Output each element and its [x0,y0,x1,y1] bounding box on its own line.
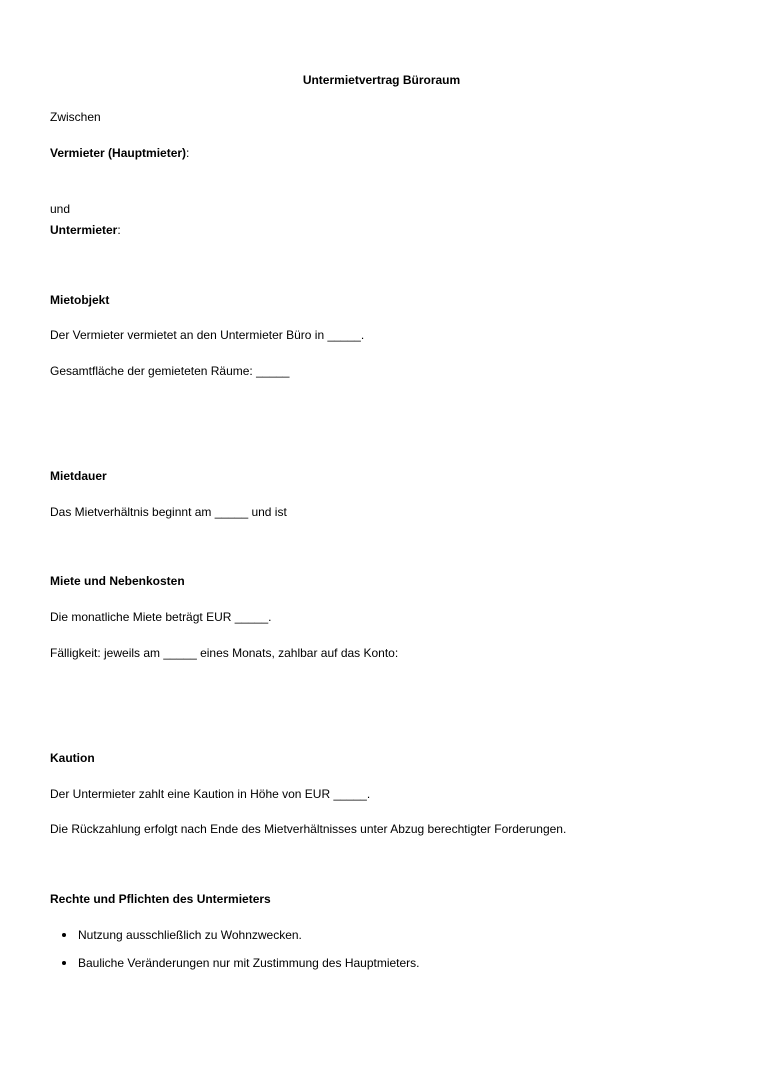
kaution-line-2: Die Rückzahlung erfolgt nach Ende des Mietverhältnisses unter Abzug berechtigter Forderungen. [50,822,567,836]
section-heading-mietdauer: Mietdauer [50,469,107,483]
bullet-icon [62,933,66,937]
section-heading-miete: Miete und Nebenkosten [50,574,185,588]
subtenant-label: Untermieter [50,223,118,237]
list-item [62,928,420,942]
miete-line-2: Fälligkeit: jeweils am _____ eines Monats, zahlbar auf das Konto: [50,646,399,660]
mietobjekt-line-1: Der Vermieter vermietet an den Untermieter Büro in _____. [50,328,365,342]
subtenant-colon: : [117,223,121,237]
section-heading-kaution: Kaution [50,751,95,765]
bullet-icon [62,961,66,965]
rechte-list [62,928,420,984]
kaution-line-1: Der Untermieter zahlt eine Kaution in Höhe von EUR _____. [50,787,371,801]
intro-text: Zwischen [50,110,101,124]
landlord-label: Vermieter (Hauptmieter) [50,146,187,160]
list-item [62,956,420,970]
subtenant-line [50,223,121,237]
document-title: Untermietvertrag Büroraum [302,73,461,87]
section-heading-rechte: Rechte und Pflichten des Untermieters [50,892,271,906]
landlord-colon: : [186,146,190,160]
mietdauer-line-1: Das Mietverhältnis beginnt am _____ und ist [50,505,287,519]
list-item-text: Bauliche Veränderungen nur mit Zustimmung des Hauptmieters. [78,956,420,970]
conjunction-text: und [50,202,71,216]
section-heading-mietobjekt: Mietobjekt [50,293,110,307]
list-item-text: Nutzung ausschließlich zu Wohnzwecken. [78,928,302,942]
mietobjekt-line-2: Gesamtfläche der gemieteten Räume: _____ [50,364,290,378]
miete-line-1: Die monatliche Miete beträgt EUR _____. [50,610,272,624]
landlord-line [50,146,189,160]
